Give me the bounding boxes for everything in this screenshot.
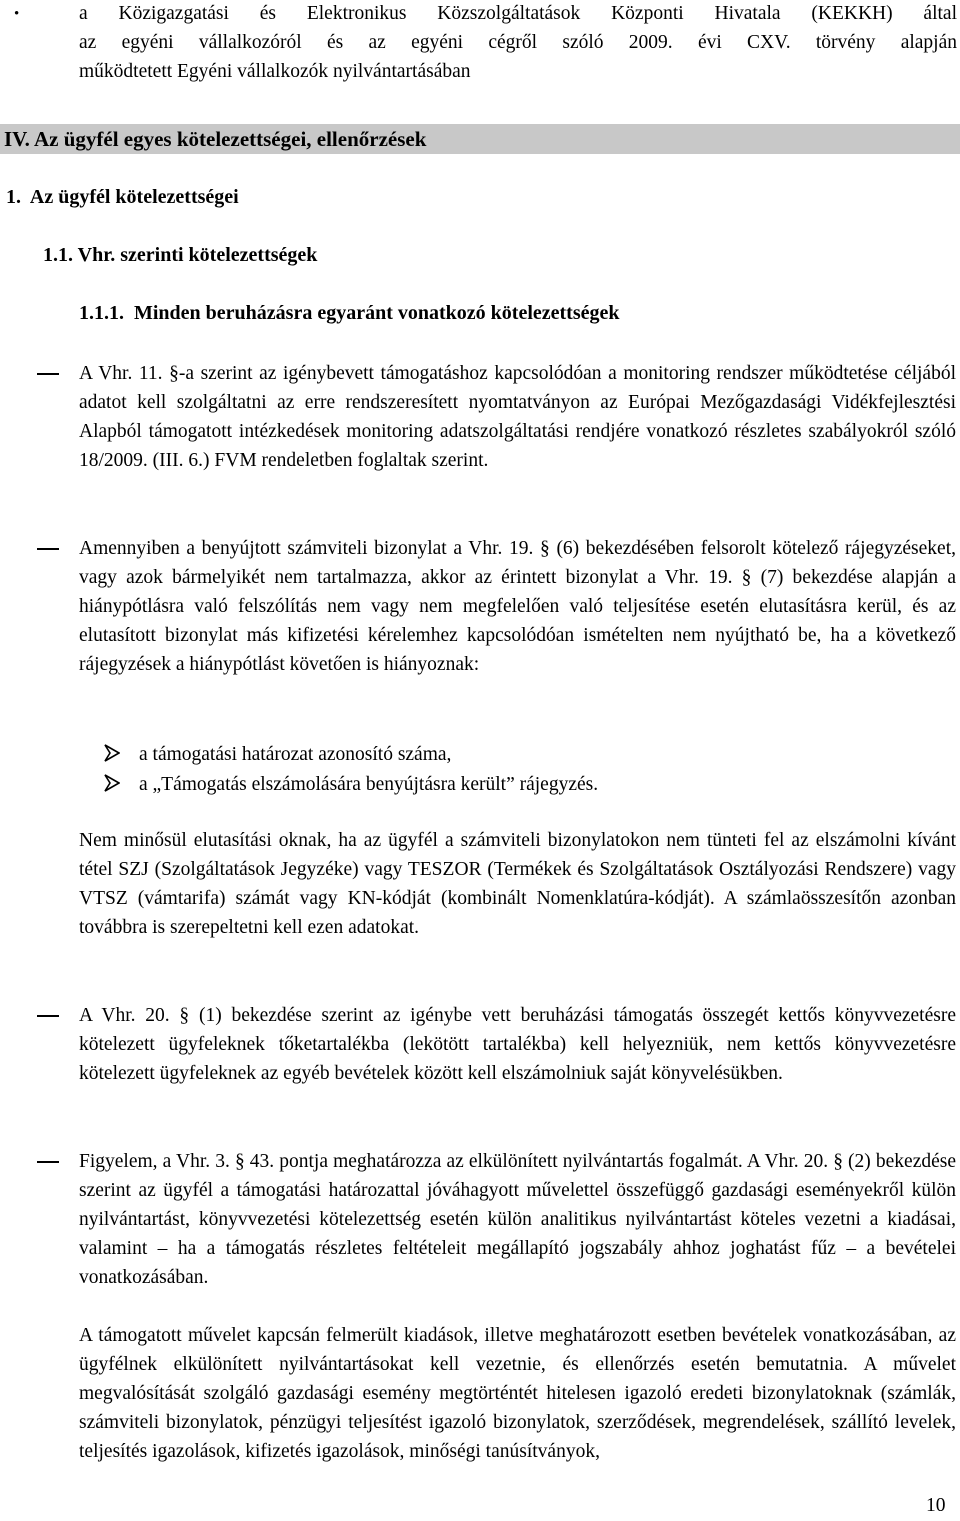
arrow-item-1: a támogatási határozat azonosító száma, [139,744,452,765]
heading-level-1: 1. Az ügyfél kötelezettségei [6,186,239,208]
intro-bullet-text [79,0,957,86]
dash-marker [37,1161,59,1163]
heading-level-3: 1.1.1. Minden beruházásra egyaránt vonatkozó kötelezettségek [79,302,620,324]
section-title: IV. Az ügyfél egyes kötelezettségei, ellenőrzések [4,127,427,151]
paragraph-supported-operation: A támogatott művelet kapcsán felmerült kiadások, illetve meghatározott esetben bevételek vonatkozásában, az ügyfélnek elkülönített nyilvántartásokat kell vezetnie, és ellenőrzés esetén bemutatnia. A művelet megvalósítását szolgáló gazdasági esemény megtörténtét hitelesen igazoló eredeti bizonylatoknak (számlák, számviteli bizonylatok, pénzügyi teljesítést igazoló bizonylatok, szerződések, megrendelések, szállító levelek, teljesítés igazolások, kifizetés igazolások, minőségi tanúsítványok, [79,1325,956,1462]
arrow-item-2: a „Támogatás elszámolására benyújtásra került” rájegyzés. [139,774,599,795]
heading-level-2: 1.1. Vhr. szerinti kötelezettségek [43,244,318,266]
paragraph-monitoring: A Vhr. 11. §-a szerint az igénybevett támogatáshoz kapcsolódóan a monitoring rendszer működtetése céljából adatot kell szolgáltatni az erre rendszeresített nyomtatványon az Európai Mezőgazdasági Vidékfejlesztési Alapból támogatott intézkedések monitoring adatszolgáltatási rendjére vonatkozó részletes szabályokról szóló 18/2009. (III. 6.) FVM rendeletben foglaltak szerint. [79,363,956,471]
intro-line-2: az egyéni vállalkozóról és az egyéni cégről szóló 2009. évi CXV. törvény alapján [79,32,957,53]
intro-line-1: a Közigazgatási és Elektronikus Közszolgáltatások Központi Hivatala (KEKKH) által [79,3,957,24]
arrow-bullet-icon [104,744,120,762]
dash-marker [37,373,59,375]
intro-line-3: működtetett Egyéni vállalkozók nyilvántartásában [79,61,471,82]
dash-marker [37,1015,59,1017]
paragraph-not-rejection-reason: Nem minősül elutasítási oknak, ha az ügyfél a számviteli bizonylatokon nem tünteti fel az elszámolni kívánt tétel SZJ (Szolgáltatások Jegyzéke) vagy TESZOR (Termékek és Szolgáltatások Osztályozási Rendszere) vagy VTSZ (vámtarifa) számát vagy KN-kódját (kombinált Nomenklatúra-kódját). A számlaösszesítőn azonban továbbra is szerepeltetni kell ezen adatokat. [79,830,956,938]
dash-marker [37,548,59,550]
bullet-marker: • [14,6,20,22]
paragraph-missing-annotations: Amennyiben a benyújtott számviteli bizonylat a Vhr. 19. § (6) bekezdésében felsorolt kötelező rájegyzéseket, vagy azok bármelyikét nem tartalmazza, akkor az érintett bizonylat a Vhr. 19. § (7) bekezdése alapján a hiánypótlásra való felszólítás nem vagy nem megfelelően való teljesítése esetén elutasításra kerül, és az elutasított bizonylat más kifizetési kérelemhez kapcsolódóan ismételten nem nyújtható be, ha a következő rájegyzések a hiánypótlást követően is hiányoznak: [79,538,956,675]
paragraph-capital-reserve: A Vhr. 20. § (1) bekezdése szerint az igénybe vett beruházási támogatás összegét kettős könyvvezetésre kötelezett ügyfeleknek tőketartalékba (lekötött tartalékba) kell helyezniük, nem kettős könyvvezetésre kötelezett ügyfeleknek az egyéb bevételek között kell elszámolniuk saját könyvelésükben. [79,1005,956,1084]
paragraph-separate-records: Figyelem, a Vhr. 3. § 43. pontja meghatározza az elkülönített nyilvántartás fogalmát. A Vhr. 20. § (2) bekezdése szerint az ügyfél a támogatási határozattal jóváhagyott művelettel összefüggő gazdasági eseményekről külön nyilvántartást, könyvvezetési kötelezettség esetén külön analitikus nyilvántartást köteles vezetni a kiadásai, valamint – ha a támogatás részletes feltételeit megállapító jogszabály ahhoz joghatást fűz – a bevételei vonatkozásában. [79,1151,956,1288]
section-heading [0,124,960,154]
page-number: 10 [926,1495,946,1516]
arrow-bullet-icon [104,774,120,792]
